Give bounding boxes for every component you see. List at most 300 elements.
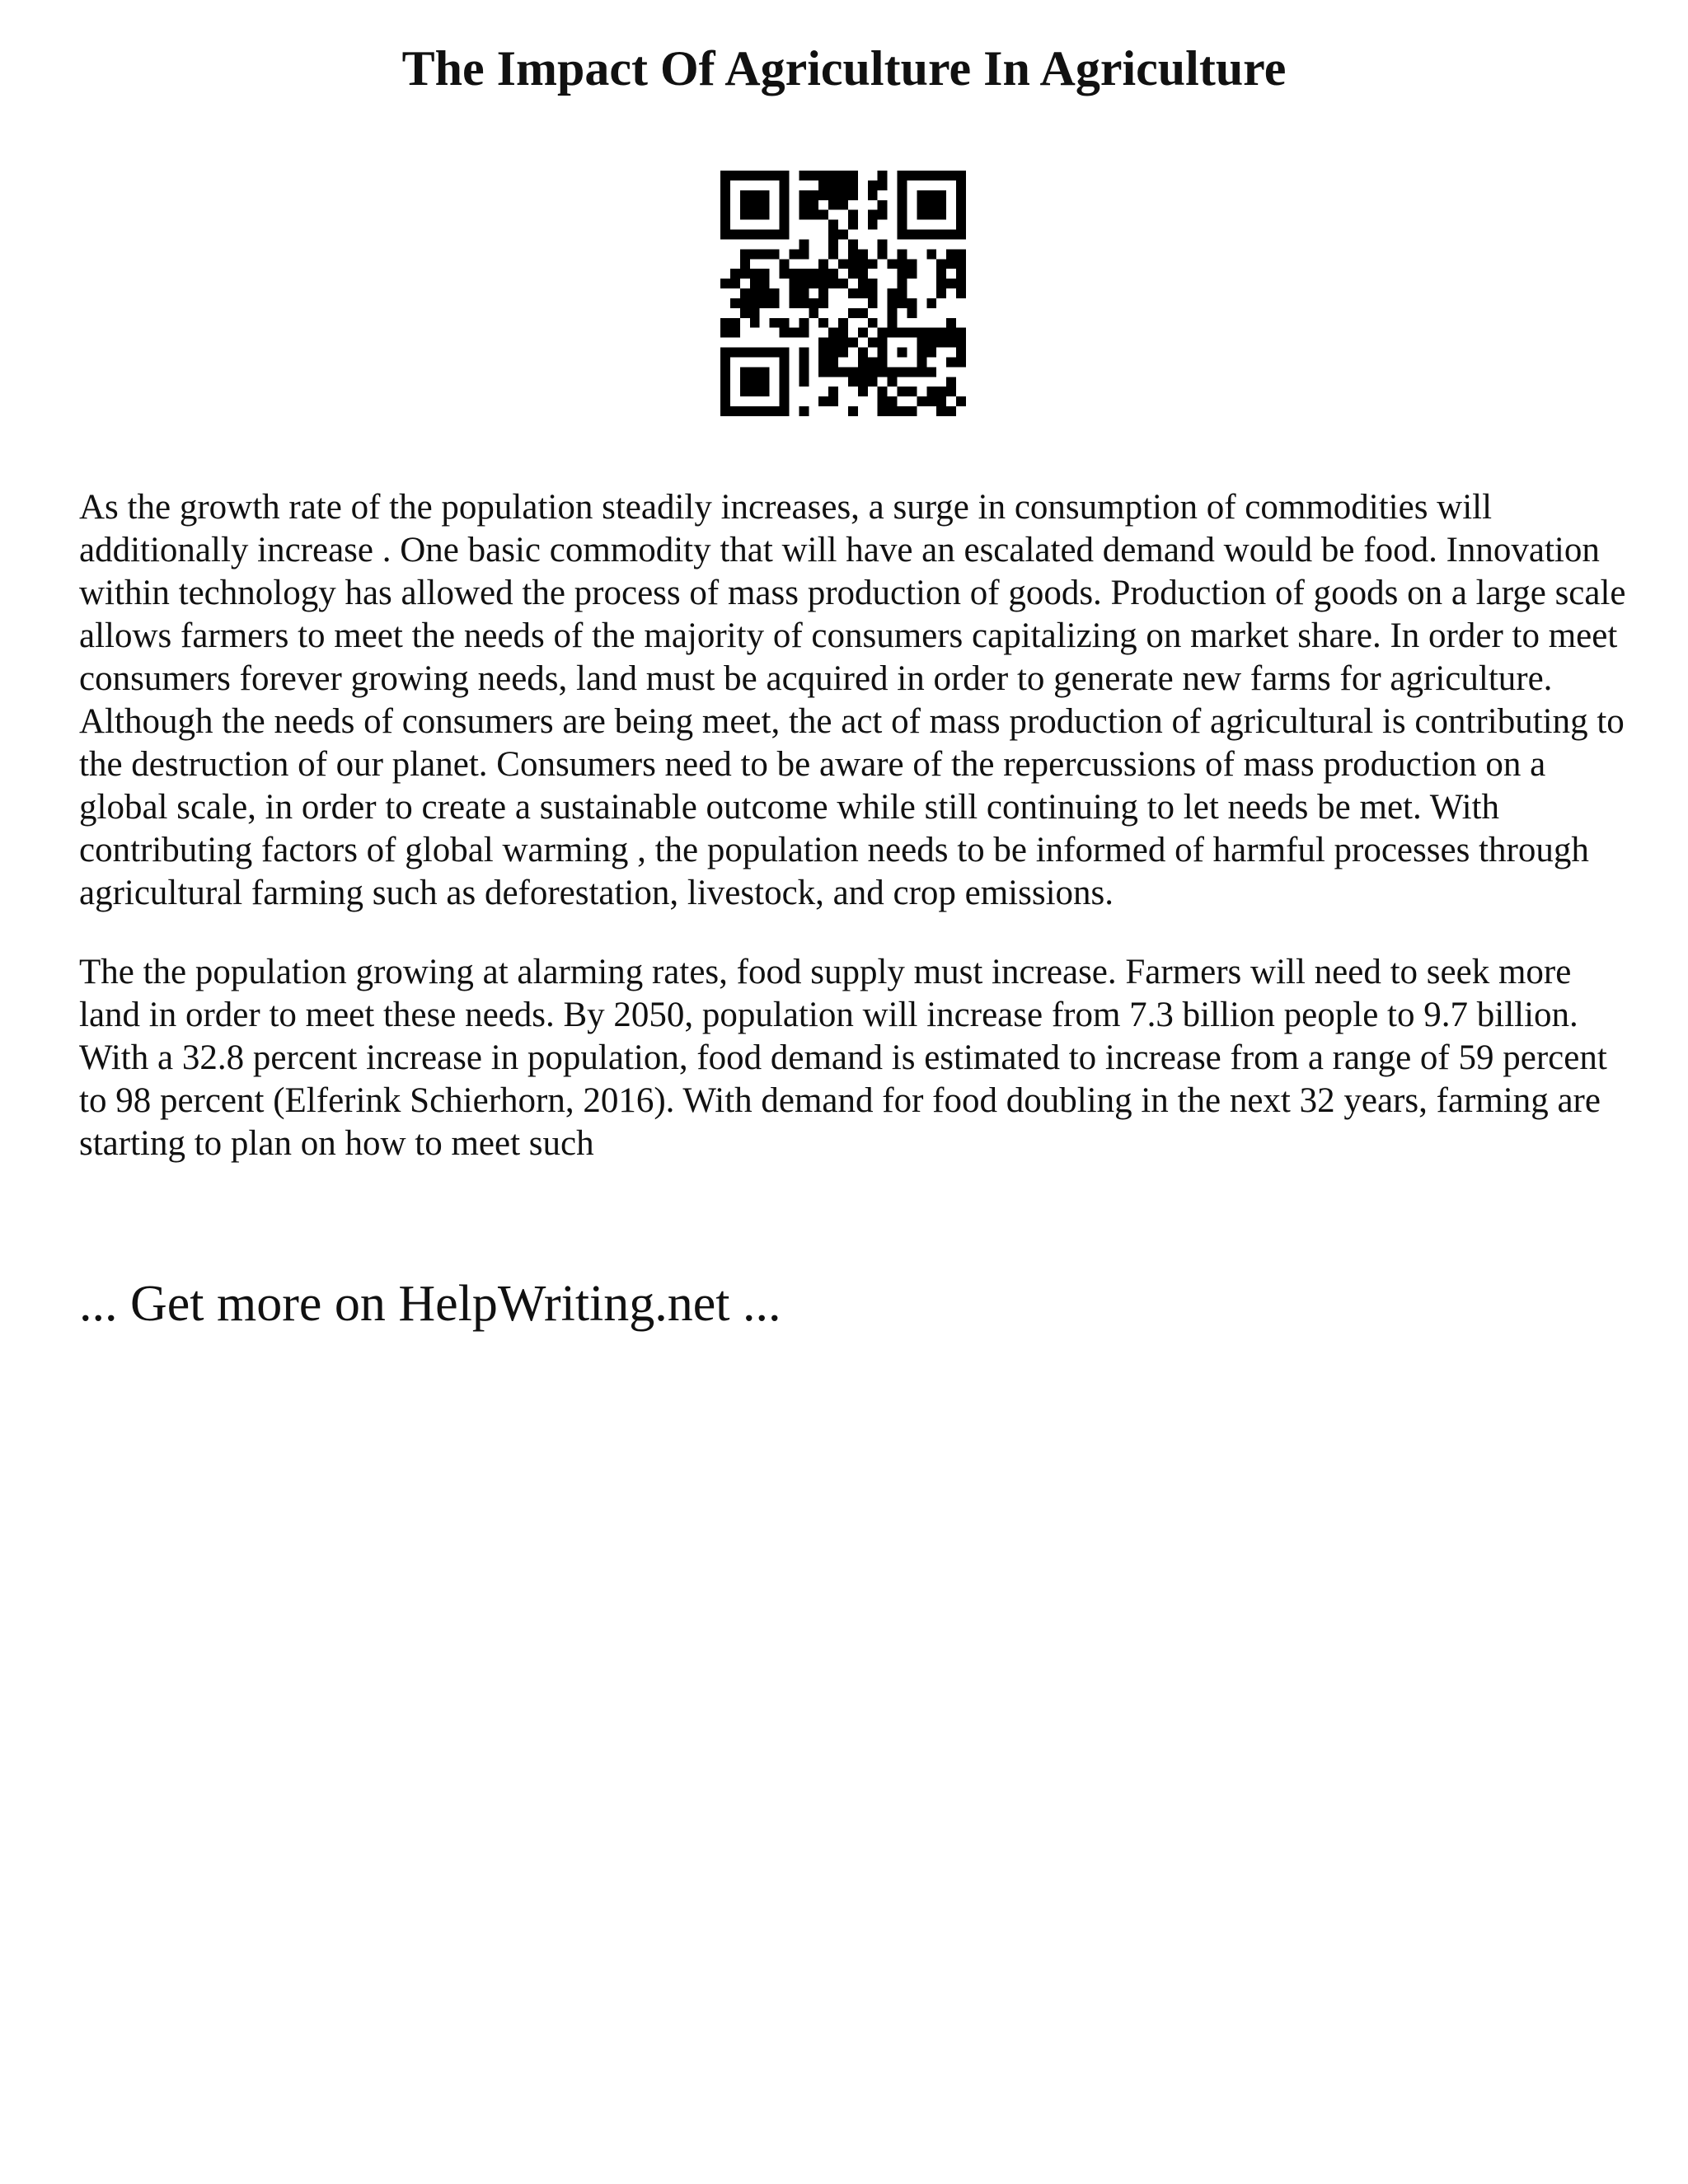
qr-module [750,298,760,308]
qr-module [858,387,868,396]
qr-module [828,239,838,249]
qr-module [868,259,878,269]
qr-module [956,396,966,406]
qr-module [956,190,966,200]
qr-module [828,180,838,190]
qr-module [926,230,936,240]
qr-module [956,279,966,288]
qr-module [720,377,730,387]
qr-module [740,298,750,308]
qr-module [730,171,740,180]
qr-module [809,190,818,200]
qr-module [898,348,907,358]
qr-module [760,279,770,288]
qr-module [760,288,770,298]
qr-module [956,328,966,338]
qr-module [936,210,946,220]
qr-module [926,190,936,200]
qr-module [750,308,760,318]
qr-module [770,249,780,259]
qr-module [868,220,878,230]
qr-module [740,190,750,200]
qr-module [720,180,730,190]
qr-module [780,318,790,328]
qr-module [898,171,907,180]
qr-module [780,357,790,367]
qr-module [750,210,760,220]
qr-module [848,259,858,269]
qr-module [789,328,799,338]
qr-module [907,308,917,318]
qr-module [878,406,888,416]
qr-module [917,171,926,180]
page-title: The Impact Of Agriculture In Agriculture [401,41,1287,96]
qr-module [868,318,878,328]
qr-module [750,171,760,180]
qr-module [838,259,848,269]
qr-module [828,249,838,259]
qr-module [946,318,956,328]
qr-module [750,367,760,377]
qr-module [907,367,917,377]
qr-module [868,288,878,298]
qr-module [780,190,790,200]
qr-module [956,357,966,367]
qr-module [907,298,917,308]
qr-module [720,200,730,210]
qr-module [838,328,848,338]
qr-module [740,171,750,180]
qr-module [888,396,898,406]
qr-module [907,230,917,240]
qr-module [799,200,809,210]
qr-module [770,298,780,308]
qr-module [720,367,730,377]
qr-module [780,171,790,180]
qr-module [868,357,878,367]
qr-module [780,348,790,358]
qr-module [926,249,936,259]
qr-module [730,318,740,328]
qr-module [828,338,838,348]
qr-module [828,190,838,200]
qr-module [936,396,946,406]
qr-module [956,200,966,210]
qr-module [917,396,926,406]
qr-module [848,190,858,200]
qr-module [799,249,809,259]
qr-module [828,200,838,210]
qr-module [770,288,780,298]
qr-module [750,387,760,396]
qr-module [818,338,828,348]
qr-module [868,180,878,190]
qr-module [760,200,770,210]
get-more-link[interactable]: ... Get more on HelpWriting.net ... [79,1276,781,1332]
qr-module [936,190,946,200]
qr-module [750,200,760,210]
qr-module [956,180,966,190]
qr-module [898,367,907,377]
qr-module [730,230,740,240]
qr-module [888,318,898,328]
qr-module [740,259,750,269]
qr-module [858,367,868,377]
qr-module [907,387,917,396]
qr-module [878,338,888,348]
qr-module [946,328,956,338]
qr-module [809,279,818,288]
qr-code-icon [720,171,966,416]
qr-module [780,377,790,387]
qr-module [730,269,740,279]
qr-module [917,367,926,377]
qr-module [770,318,780,328]
qr-module [858,279,868,288]
qr-module [809,200,818,210]
qr-module [917,348,926,358]
qr-module [926,200,936,210]
qr-module [740,200,750,210]
qr-module [926,348,936,358]
qr-module [770,171,780,180]
qr-module [888,259,898,269]
paragraph-2: The the population growing at alarming rates, food supply must increase. Farmers will need to seek more land in order to meet these needs. By 2050, population will increase from 7.3 billion people to 9.7 billion. With a 32.8 percent increase in population, food demand is estimated to increase from a range of 59 percent to 98 percent (Elferink Schierhorn, 2016). With demand for food doubling in the next 32 years, farming are starting to plan on how to meet such [79,953,1607,1163]
qr-module [780,406,790,416]
qr-module [730,406,740,416]
qr-module [907,259,917,269]
qr-module [936,288,946,298]
qr-module [858,249,868,259]
qr-module [828,396,838,406]
qr-module [917,338,926,348]
qr-module [828,269,838,279]
qr-module [898,200,907,210]
qr-module [848,220,858,230]
qr-module [760,171,770,180]
qr-module [720,190,730,200]
qr-module [828,279,838,288]
qr-module [760,377,770,387]
qr-module [809,210,818,220]
qr-module [760,298,770,308]
qr-module [848,180,858,190]
qr-module [936,230,946,240]
qr-module [848,288,858,298]
qr-code-graphic [720,171,966,416]
qr-module [828,230,838,240]
qr-module [888,308,898,318]
qr-module [936,338,946,348]
qr-module [720,406,730,416]
qr-module [848,367,858,377]
qr-module [750,406,760,416]
qr-module [878,357,888,367]
qr-module [878,387,888,396]
qr-module [848,239,858,249]
qr-module [926,298,936,308]
qr-module [789,269,799,279]
qr-module [848,406,858,416]
qr-module [838,367,848,377]
qr-module [868,279,878,288]
qr-module [926,338,936,348]
qr-module [720,230,730,240]
qr-module [946,230,956,240]
qr-module [780,367,790,377]
qr-module [760,367,770,377]
qr-module [750,288,760,298]
qr-module [956,230,966,240]
qr-module [799,171,809,180]
qr-module [858,288,868,298]
qr-module [799,348,809,358]
qr-module [828,357,838,367]
qr-module [868,377,878,387]
qr-module [956,269,966,279]
qr-module [799,288,809,298]
qr-module [926,171,936,180]
qr-module [828,367,838,377]
qr-module [898,406,907,416]
qr-module [917,230,926,240]
qr-module [750,377,760,387]
qr-module [770,406,780,416]
qr-module [838,171,848,180]
qr-module [720,171,730,180]
qr-module [799,210,809,220]
qr-module [936,328,946,338]
qr-module [740,367,750,377]
qr-module [838,230,848,240]
qr-module [936,171,946,180]
qr-module [818,298,828,308]
qr-module [907,269,917,279]
qr-module [740,269,750,279]
qr-module [809,298,818,308]
qr-module [780,210,790,220]
qr-module [740,249,750,259]
qr-module [926,387,936,396]
qr-module [760,387,770,396]
qr-module [888,298,898,308]
qr-module [936,387,946,396]
qr-module [878,171,888,180]
qr-module [888,377,898,387]
qr-module [818,357,828,367]
qr-module [750,279,760,288]
qr-module [926,396,936,406]
qr-module [828,328,838,338]
qr-module [917,200,926,210]
qr-module [898,180,907,190]
qr-module [848,338,858,348]
qr-module [750,230,760,240]
qr-module [936,269,946,279]
qr-module [868,338,878,348]
qr-module [838,180,848,190]
qr-module [750,318,760,328]
qr-module [858,377,868,387]
qr-module [946,387,956,396]
qr-module [780,396,790,406]
qr-module [868,298,878,308]
qr-module [799,367,809,377]
qr-module [760,269,770,279]
qr-module [956,210,966,220]
qr-module [946,357,956,367]
qr-module [720,210,730,220]
qr-module [818,288,828,298]
qr-module [858,308,868,318]
qr-module [898,298,907,308]
qr-module [848,308,858,318]
qr-module [740,377,750,387]
qr-module [760,190,770,200]
qr-module [898,328,907,338]
qr-module [946,259,956,269]
qr-module [789,249,799,259]
qr-module [898,210,907,220]
qr-module [828,220,838,230]
qr-module [818,348,828,358]
qr-module [868,367,878,377]
qr-module [720,348,730,358]
qr-module [740,308,750,318]
qr-module [898,220,907,230]
qr-module [838,279,848,288]
qr-module [789,288,799,298]
qr-module [828,171,838,180]
qr-module [946,171,956,180]
qr-module [799,406,809,416]
qr-module [838,318,848,328]
qr-module [818,210,828,220]
qr-module [730,348,740,358]
qr-module [878,200,888,210]
qr-module [917,357,926,367]
qr-module [809,308,818,318]
qr-module [780,259,790,269]
qr-module [730,328,740,338]
qr-module [760,249,770,259]
qr-module [888,328,898,338]
qr-module [838,338,848,348]
qr-module [936,259,946,269]
qr-module [799,318,809,328]
qr-module [818,318,828,328]
qr-module [848,210,858,220]
qr-module [740,406,750,416]
qr-module [838,348,848,358]
qr-module [750,249,760,259]
qr-module [878,239,888,249]
qr-module [898,288,907,298]
qr-module [936,200,946,210]
qr-module [956,348,966,358]
qr-module [750,190,760,200]
qr-module [946,406,956,416]
qr-module [848,249,858,259]
qr-module [818,279,828,288]
qr-module [809,269,818,279]
qr-module [858,357,868,367]
qr-module [799,190,809,200]
qr-module [898,259,907,269]
qr-module [926,367,936,377]
qr-module [730,279,740,288]
qr-module [878,210,888,220]
qr-module [858,348,868,358]
qr-module [888,367,898,377]
qr-module [740,210,750,220]
qr-module [878,367,888,377]
qr-module [750,269,760,279]
qr-module [818,190,828,200]
qr-module [858,328,868,338]
qr-module [946,338,956,348]
qr-module [898,249,907,259]
qr-module [809,171,818,180]
qr-module [858,269,868,279]
qr-module [780,387,790,396]
qr-module [780,230,790,240]
qr-module [818,259,828,269]
qr-module [740,387,750,396]
article-body [79,486,1629,1202]
qr-module [740,348,750,358]
qr-module [946,377,956,387]
qr-module [907,406,917,416]
qr-module [720,279,730,288]
qr-module [878,180,888,190]
qr-module [956,249,966,259]
qr-module [720,318,730,328]
qr-module [760,406,770,416]
qr-module [828,387,838,396]
qr-module [799,357,809,367]
qr-module [888,406,898,416]
qr-module [898,269,907,279]
qr-module [730,298,740,308]
qr-module [946,279,956,288]
qr-module [799,279,809,288]
qr-module [799,239,809,249]
qr-module [956,171,966,180]
qr-module [858,259,868,269]
qr-module [917,210,926,220]
qr-module [780,269,790,279]
qr-module [740,230,750,240]
qr-module [799,377,809,387]
qr-module [956,338,966,348]
qr-module [770,230,780,240]
qr-module [878,328,888,338]
paragraph-1: As the growth rate of the population steadily increases, a surge in consumption of commodities will additionally increase . One basic commodity that will have an escalated demand would be food. Innovation within technology has allowed the process of mass production of goods. Production of goods on a large scale allows farmers to meet the needs of the majority of consumers capitalizing on market share. In order to meet consumers forever growing needs, land must be acquired in order to generate new farms for agriculture. Although the needs of consumers are being meet, the act of mass production of agricultural is contributing to the destruction of our planet. Consumers need to be aware of the repercussions of mass production on a global scale, in order to create a sustainable outcome while still continuing to let needs be met. With contributing factors of global warming , the population needs to be informed of harmful processes through agricultural farming such as deforestation, livestock, and crop emissions. [79,488,1626,912]
qr-module [878,396,888,406]
qr-module [720,357,730,367]
qr-module [848,171,858,180]
qr-module [917,190,926,200]
qr-module [956,259,966,269]
qr-module [848,377,858,387]
qr-module [917,328,926,338]
qr-module [818,269,828,279]
qr-module [789,298,799,308]
qr-module [868,210,878,220]
qr-module [799,298,809,308]
qr-module [818,180,828,190]
